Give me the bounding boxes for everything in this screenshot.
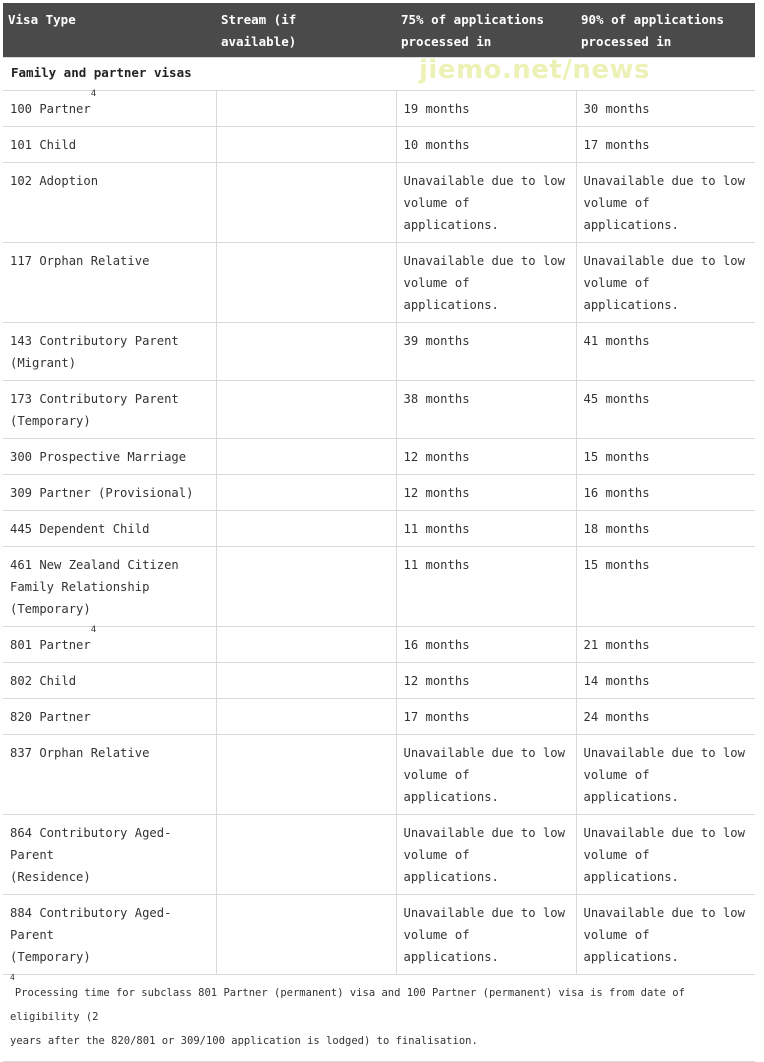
- visa-type-line: [10, 554, 209, 576]
- visa-type-cell: [3, 475, 216, 511]
- stream-cell: [216, 663, 396, 699]
- table-row: [3, 511, 755, 547]
- table-row: [3, 127, 755, 163]
- footnote-marker: 4: [10, 973, 15, 982]
- processing-90-cell: [576, 547, 755, 627]
- table-row: [3, 439, 755, 475]
- processing-75-text: 38 months: [403, 392, 470, 406]
- visa-type-text: 884 Contributory Aged-Parent: [10, 906, 172, 942]
- processing-75-text: 10 months: [403, 138, 470, 152]
- processing-90-cell: [576, 699, 755, 735]
- processing-90-text: 14 months: [583, 674, 650, 688]
- visa-type-line: [10, 625, 209, 656]
- processing-75-cell: [396, 735, 576, 815]
- header-stream: [216, 3, 396, 58]
- table-row: [3, 895, 755, 975]
- header-stream-line1: Stream (if: [221, 12, 297, 27]
- table-row: [3, 699, 755, 735]
- visa-type-line: [10, 576, 209, 598]
- visa-type-cell: [3, 895, 216, 975]
- visa-type-cell: [3, 439, 216, 475]
- visa-type-text: 461 New Zealand Citizen: [10, 558, 179, 572]
- table-row: [3, 381, 755, 439]
- processing-75-cell: [396, 163, 576, 243]
- processing-75-cell: [396, 439, 576, 475]
- processing-90-text: volume of applications.: [583, 768, 679, 804]
- visa-type-line: [10, 902, 209, 946]
- watermark: jiemo.net/news: [419, 55, 650, 85]
- section-row: [3, 58, 755, 91]
- processing-75-cell: [396, 815, 576, 895]
- visa-type-line: [10, 946, 209, 968]
- visa-type-cell: [3, 91, 216, 127]
- visa-type-text: (Migrant): [10, 356, 77, 370]
- stream-cell: [216, 439, 396, 475]
- visa-type-line: [10, 822, 209, 866]
- stream-cell: [216, 699, 396, 735]
- visa-type-text: 101 Child: [10, 138, 77, 152]
- visa-type-line: [10, 89, 209, 120]
- processing-75-cell: [396, 627, 576, 663]
- visa-type-text: (Temporary): [10, 950, 91, 964]
- visa-type-cell: [3, 815, 216, 895]
- visa-type-cell: [3, 127, 216, 163]
- processing-75-cell: [396, 699, 576, 735]
- header-visa-type-label: Visa Type: [8, 12, 76, 27]
- visa-type-text: 864 Contributory Aged-Parent: [10, 826, 172, 862]
- visa-type-text: 117 Orphan Relative: [10, 254, 150, 268]
- table-row: [3, 815, 755, 895]
- processing-75-text: Unavailable due to low: [403, 826, 565, 840]
- processing-75-text: 12 months: [403, 674, 470, 688]
- processing-75-text: volume of applications.: [403, 928, 499, 964]
- visa-type-line: [10, 670, 209, 692]
- table-row: [3, 735, 755, 815]
- processing-75-cell: [396, 511, 576, 547]
- stream-cell: [216, 547, 396, 627]
- visa-type-cell: [3, 381, 216, 439]
- header-90-percent: [576, 3, 755, 58]
- visa-type-text: 143 Contributory Parent: [10, 334, 179, 348]
- processing-75-text: Unavailable due to low: [403, 906, 565, 920]
- visa-type-line: [10, 706, 209, 728]
- processing-75-cell: [396, 475, 576, 511]
- processing-90-cell: [576, 381, 755, 439]
- visa-type-text: 802 Child: [10, 674, 77, 688]
- visa-type-text: 837 Orphan Relative: [10, 746, 150, 760]
- processing-90-text: Unavailable due to low: [583, 826, 745, 840]
- processing-90-cell: [576, 663, 755, 699]
- footnote-reference: 4: [90, 89, 97, 99]
- processing-75-text: 17 months: [403, 710, 470, 724]
- visa-type-text: (Temporary): [10, 602, 91, 616]
- visa-type-line: [10, 518, 209, 540]
- processing-75-cell: [396, 381, 576, 439]
- visa-type-text: 445 Dependent Child: [10, 522, 150, 536]
- footnote-reference: 4: [90, 625, 97, 635]
- processing-75-text: 19 months: [403, 102, 470, 116]
- stream-cell: [216, 127, 396, 163]
- visa-type-text: 801 Partner: [10, 638, 91, 652]
- processing-90-text: 15 months: [583, 558, 650, 572]
- stream-cell: [216, 627, 396, 663]
- stream-cell: [216, 511, 396, 547]
- visa-type-line: [10, 170, 209, 192]
- processing-75-cell: [396, 663, 576, 699]
- visa-type-cell: [3, 627, 216, 663]
- visa-type-line: [10, 134, 209, 156]
- table-row: [3, 663, 755, 699]
- stream-cell: [216, 323, 396, 381]
- table-row: [3, 243, 755, 323]
- header-90-line1: 90% of applications: [581, 12, 724, 27]
- processing-75-cell: [396, 127, 576, 163]
- processing-75-text: 16 months: [403, 638, 470, 652]
- processing-90-cell: [576, 627, 755, 663]
- table-row: [3, 91, 755, 127]
- visa-type-cell: [3, 163, 216, 243]
- processing-90-text: 30 months: [583, 102, 650, 116]
- visa-type-line: [10, 352, 209, 374]
- processing-90-text: volume of applications.: [583, 196, 679, 232]
- processing-75-text: Unavailable due to low: [403, 254, 565, 268]
- processing-90-cell: [576, 163, 755, 243]
- processing-90-text: 17 months: [583, 138, 650, 152]
- processing-90-text: 16 months: [583, 486, 650, 500]
- processing-75-text: 11 months: [403, 558, 470, 572]
- stream-cell: [216, 163, 396, 243]
- processing-75-text: 12 months: [403, 450, 470, 464]
- stream-cell: [216, 91, 396, 127]
- processing-90-text: 45 months: [583, 392, 650, 406]
- processing-90-cell: [576, 243, 755, 323]
- processing-75-text: volume of applications.: [403, 276, 499, 312]
- processing-90-cell: [576, 127, 755, 163]
- visa-type-cell: [3, 511, 216, 547]
- header-90-line2: processed in: [581, 34, 672, 49]
- visa-type-line: [10, 388, 209, 410]
- header-row: [3, 3, 755, 58]
- visa-type-cell: [3, 323, 216, 381]
- table-row: [3, 627, 755, 663]
- processing-90-text: volume of applications.: [583, 276, 679, 312]
- processing-75-text: Unavailable due to low: [403, 174, 565, 188]
- processing-90-text: 18 months: [583, 522, 650, 536]
- processing-90-cell: [576, 815, 755, 895]
- visa-type-text: 820 Partner: [10, 710, 91, 724]
- table-row: [3, 163, 755, 243]
- footnote-line1: Processing time for subclass 801 Partner (permanent) visa and 100 Partner (permanent) visa is from date of eligibility (2: [10, 987, 685, 1023]
- section-title: Family and partner visas: [3, 58, 755, 91]
- header-75-percent: [396, 3, 576, 58]
- header-visa-type: [3, 3, 216, 58]
- visa-type-line: [10, 742, 209, 764]
- processing-90-cell: [576, 439, 755, 475]
- processing-75-text: 11 months: [403, 522, 470, 536]
- table-row: [3, 323, 755, 381]
- processing-90-cell: [576, 895, 755, 975]
- visa-type-line: [10, 598, 209, 620]
- header-stream-line2: available): [221, 34, 297, 49]
- footnote: [3, 975, 755, 1062]
- footnote-line2: years after the 820/801 or 309/100 application is lodged) to finalisation.: [10, 1035, 478, 1047]
- visa-type-line: [10, 330, 209, 352]
- processing-90-text: Unavailable due to low: [583, 254, 745, 268]
- header-75-line2: processed in: [401, 34, 492, 49]
- processing-90-text: volume of applications.: [583, 848, 679, 884]
- stream-cell: [216, 895, 396, 975]
- visa-processing-table: [3, 3, 755, 1062]
- table-row: [3, 547, 755, 627]
- processing-90-cell: [576, 323, 755, 381]
- processing-75-cell: [396, 547, 576, 627]
- visa-type-text: 300 Prospective Marriage: [10, 450, 187, 464]
- stream-cell: [216, 735, 396, 815]
- processing-90-cell: [576, 511, 755, 547]
- processing-75-text: 39 months: [403, 334, 470, 348]
- table-body: [3, 58, 755, 975]
- processing-90-text: 21 months: [583, 638, 650, 652]
- processing-90-text: Unavailable due to low: [583, 906, 745, 920]
- visa-type-text: 309 Partner (Provisional): [10, 486, 194, 500]
- visa-type-line: [10, 250, 209, 272]
- stream-cell: [216, 815, 396, 895]
- visa-type-line: [10, 482, 209, 504]
- footnote-row: [3, 975, 755, 1062]
- processing-75-cell: [396, 243, 576, 323]
- processing-90-cell: [576, 475, 755, 511]
- processing-75-text: Unavailable due to low: [403, 746, 565, 760]
- processing-90-text: Unavailable due to low: [583, 746, 745, 760]
- processing-75-text: volume of applications.: [403, 848, 499, 884]
- visa-type-text: 102 Adoption: [10, 174, 99, 188]
- stream-cell: [216, 475, 396, 511]
- table-header: [3, 3, 755, 58]
- visa-type-cell: [3, 699, 216, 735]
- stream-cell: [216, 243, 396, 323]
- processing-75-text: 12 months: [403, 486, 470, 500]
- processing-90-text: 24 months: [583, 710, 650, 724]
- processing-75-text: volume of applications.: [403, 196, 499, 232]
- processing-times-container: [3, 3, 755, 1062]
- processing-90-text: 41 months: [583, 334, 650, 348]
- processing-75-text: volume of applications.: [403, 768, 499, 804]
- visa-type-cell: [3, 243, 216, 323]
- processing-90-text: volume of applications.: [583, 928, 679, 964]
- processing-90-cell: [576, 735, 755, 815]
- processing-90-cell: [576, 91, 755, 127]
- visa-type-text: (Temporary): [10, 414, 91, 428]
- visa-type-cell: [3, 663, 216, 699]
- visa-type-cell: [3, 547, 216, 627]
- visa-type-cell: [3, 735, 216, 815]
- header-75-line1: 75% of applications: [401, 12, 544, 27]
- visa-type-text: 173 Contributory Parent: [10, 392, 179, 406]
- processing-75-cell: [396, 895, 576, 975]
- processing-90-text: Unavailable due to low: [583, 174, 745, 188]
- visa-type-line: [10, 866, 209, 888]
- visa-type-text: Family Relationship: [10, 580, 150, 594]
- visa-type-text: (Residence): [10, 870, 91, 884]
- table-row: [3, 475, 755, 511]
- visa-type-text: 100 Partner: [10, 102, 91, 116]
- stream-cell: [216, 381, 396, 439]
- processing-75-cell: [396, 323, 576, 381]
- visa-type-line: [10, 446, 209, 468]
- visa-type-line: [10, 410, 209, 432]
- processing-75-cell: [396, 91, 576, 127]
- processing-90-text: 15 months: [583, 450, 650, 464]
